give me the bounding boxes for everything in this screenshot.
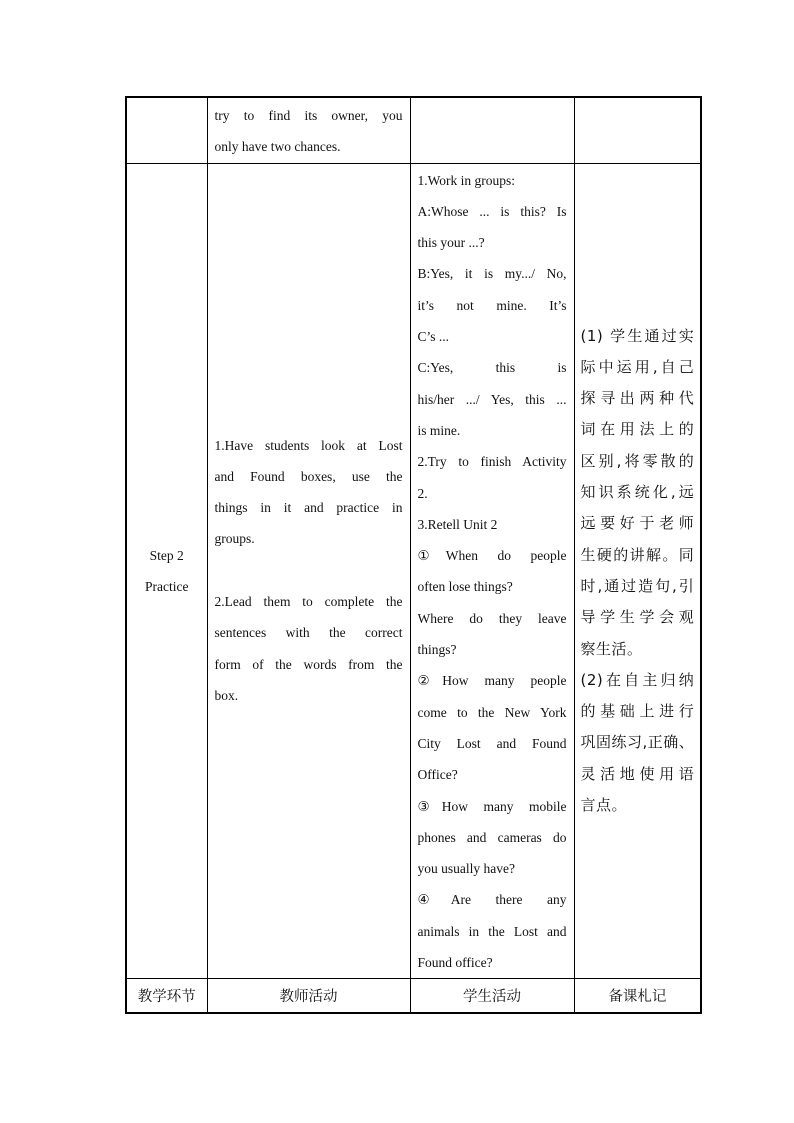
text-line: 知识系统化,远 xyxy=(580,483,695,502)
table-row-step2 xyxy=(126,163,701,979)
text-line: phones and cameras do xyxy=(417,829,567,845)
text-line: things in it and practice in xyxy=(214,500,403,516)
text-line: 远要好于老师 xyxy=(580,514,695,533)
text-line: Found office? xyxy=(417,955,493,971)
header-student-activity: 学生活动 xyxy=(410,979,574,1014)
text-line: Step 2 xyxy=(149,547,184,563)
step-cell xyxy=(126,163,207,979)
paragraph-gap xyxy=(215,555,403,586)
table-row-continuation xyxy=(126,97,701,163)
student-activity-cell xyxy=(410,163,574,979)
notes-cell xyxy=(574,163,701,979)
text-line: try to find its owner, you xyxy=(214,108,403,123)
text-line: 际中运用,自己 xyxy=(580,357,695,376)
text-line: ②How many people xyxy=(417,673,567,689)
text-line: come to the New York xyxy=(417,704,567,720)
text-line: 言点。 xyxy=(580,796,628,815)
text-line: A:Whose ... is this? Is xyxy=(417,203,567,219)
teacher-activity-cell xyxy=(207,97,410,163)
text-line: 时,通过造句,引 xyxy=(580,576,695,595)
text-line: B:Yes, it is my.../ No, xyxy=(417,266,567,282)
text-line: 区别,将零散的 xyxy=(580,451,695,470)
text-line: sentences with the correct xyxy=(214,625,403,641)
header-lesson-notes: 备课札记 xyxy=(574,979,701,1014)
text-line: box. xyxy=(214,687,239,703)
text-line: ①When do people xyxy=(417,548,567,564)
text-line: 察生活。 xyxy=(580,639,643,658)
text-line: ④Are there any xyxy=(417,892,567,908)
text-line: (2)在自主归纳 xyxy=(580,670,695,689)
text-line: 词在用法上的 xyxy=(580,420,695,439)
text-line: 的基础上进行 xyxy=(580,702,695,721)
text-line: 探寻出两种代 xyxy=(580,389,695,408)
header-teacher-activity: 教师活动 xyxy=(207,979,410,1014)
table-header-row xyxy=(126,979,701,1014)
text-line: 1.Work in groups: xyxy=(417,172,516,188)
text-line: 导学生学会观 xyxy=(580,608,695,627)
text-line: 2.Lead them to complete the xyxy=(214,594,403,610)
text-line: C’s ... xyxy=(417,329,450,345)
text-line: Office? xyxy=(417,767,458,783)
lesson-plan-table xyxy=(125,96,702,1014)
text-line: animals in the Lost and xyxy=(417,923,567,939)
text-line: C:Yes, this is xyxy=(417,360,567,376)
text-line: 灵活地使用语 xyxy=(580,764,695,783)
step-cell-empty xyxy=(126,97,207,163)
student-activity-cell-empty xyxy=(410,97,574,163)
text-line: things? xyxy=(417,642,457,658)
teacher-activity-cell xyxy=(207,163,410,979)
text-line: only have two chances. xyxy=(214,139,341,155)
text-line: 2. xyxy=(417,485,428,501)
text-line: 1.Have students look at Lost xyxy=(214,437,403,453)
text-line: often lose things? xyxy=(417,579,513,595)
notes-cell-empty xyxy=(574,97,701,163)
text-line: form of the words from the xyxy=(214,656,403,672)
text-line: Where do they leave xyxy=(417,610,567,626)
text-line: 巩固练习,正确、 xyxy=(580,733,695,752)
text-line: this your ...? xyxy=(417,235,485,251)
text-line: you usually have? xyxy=(417,861,515,877)
text-line: 3.Retell Unit 2 xyxy=(417,516,498,532)
text-line: groups. xyxy=(214,531,255,547)
text-line: Practice xyxy=(145,578,189,594)
text-line: it’s not mine. It’s xyxy=(417,297,567,313)
header-teaching-step: 教学环节 xyxy=(126,979,207,1014)
text-line: 生硬的讲解。同 xyxy=(580,545,695,564)
text-line: his/her .../ Yes, this ... xyxy=(417,391,567,407)
text-line: ③How many mobile xyxy=(417,798,567,814)
text-line: is mine. xyxy=(417,422,461,438)
text-line: and Found boxes, use the xyxy=(214,468,403,484)
text-line: City Lost and Found xyxy=(417,735,567,751)
text-line: (1) 学生通过实 xyxy=(580,326,695,345)
text-line: 2.Try to finish Activity xyxy=(417,454,567,470)
